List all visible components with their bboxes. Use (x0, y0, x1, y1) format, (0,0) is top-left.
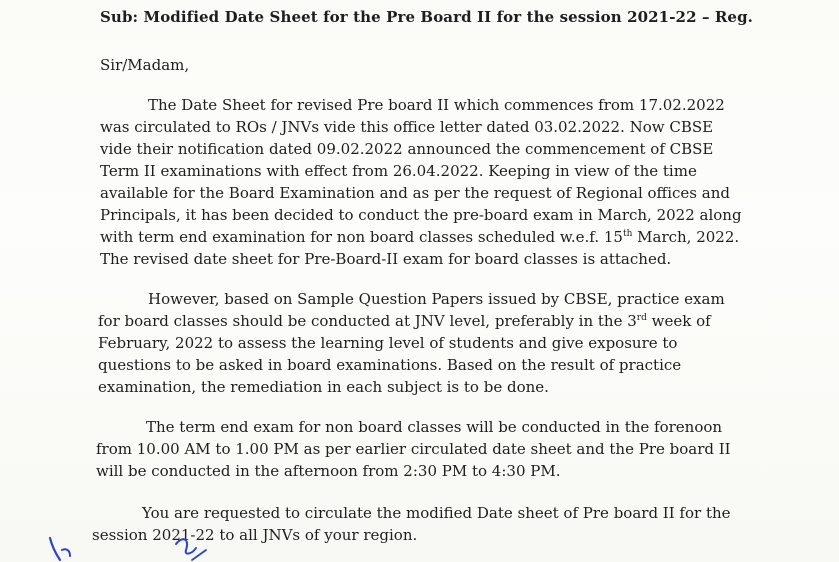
line-7-text-a: with term end examination for non board classes scheduled w.e.f. 15 (100, 228, 623, 246)
paragraph-1-line-8: The revised date sheet for Pre-Board-II exam for board classes is attached. (100, 250, 672, 268)
paragraph-2-line-4: questions to be asked in board examinations. Based on the result of practice (98, 356, 682, 374)
paragraph-3-line-3: will be conducted in the afternoon from 2:30 PM to 4:30 PM. (96, 462, 561, 480)
signature-stroke-1 (50, 538, 60, 560)
paragraph-1-line-2: was circulated to ROs / JNVs vide this office letter dated 03.02.2022. Now CBSE (100, 118, 714, 136)
paragraph-4-line-1: You are requested to circulate the modified Date sheet of Pre board II for the (142, 504, 731, 522)
paragraph-1-line-4: Term II examinations with effect from 26.04.2022. Keeping in view of the time (100, 162, 697, 180)
signature-ink-marks (0, 520, 240, 562)
line-2-text-b: week of (646, 312, 711, 330)
subject-line: Sub: Modified Date Sheet for the Pre Board II for the session 2021-22 – Reg. (100, 8, 753, 26)
line-7-superscript: th (622, 229, 633, 239)
paragraph-3-line-2: from 10.00 AM to 1.00 PM as per earlier circulated date sheet and the Pre board II (96, 440, 731, 458)
line-7-text-b: March, 2022. (632, 228, 740, 246)
signature-stroke-3 (176, 539, 196, 553)
paragraph-1-line-6: Principals, it has been decided to conduct the pre-board exam in March, 2022 along (100, 206, 742, 224)
paragraph-2-line-3: February, 2022 to assess the learning level of students and give exposure to (98, 334, 678, 352)
paragraph-2-line-5: examination, the remediation in each subject is to be done. (98, 378, 549, 396)
signature-stroke-2 (62, 549, 70, 556)
paragraph-1-line-5: available for the Board Examination and as per the request of Regional offices and (100, 184, 730, 202)
paragraph-2-line-1: However, based on Sample Question Papers issued by CBSE, practice exam (148, 290, 725, 308)
paragraph-3-line-1: The term end exam for non board classes will be conducted in the forenoon (146, 418, 723, 436)
paragraph-2-line-2 (98, 312, 711, 330)
line-2-superscript: rd (636, 313, 647, 323)
salutation: Sir/Madam, (100, 56, 190, 74)
paragraph-1-line-1: The Date Sheet for revised Pre board II which commences from 17.02.2022 (148, 96, 725, 114)
line-2-text-a: for board classes should be conducted at JNV level, preferably in the 3 (98, 312, 637, 330)
paragraph-4-line-2: session 2021-22 to all JNVs of your region. (92, 526, 418, 544)
paragraph-1-line-3: vide their notification dated 09.02.2022 announced the commencement of CBSE (100, 140, 714, 158)
paragraph-1-line-7 (100, 228, 739, 246)
